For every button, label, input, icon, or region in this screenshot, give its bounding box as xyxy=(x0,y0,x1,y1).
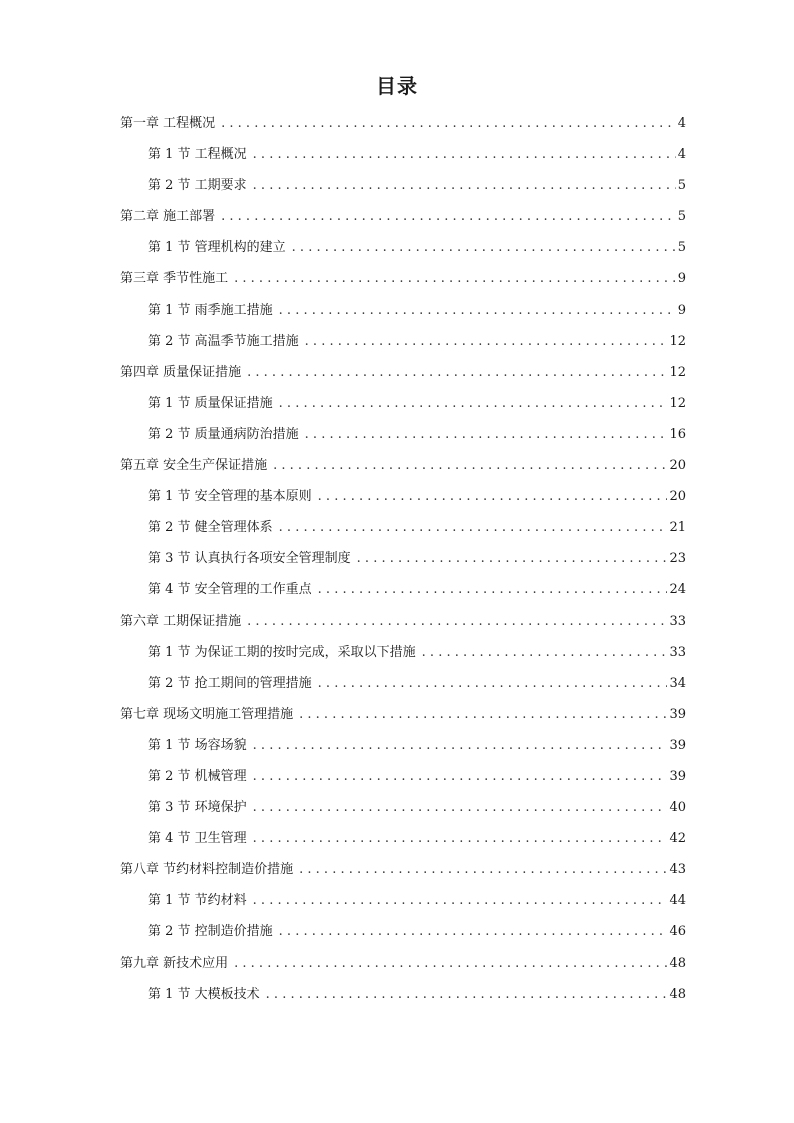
toc-dot-leader xyxy=(221,201,676,232)
toc-dot-leader xyxy=(279,295,676,326)
toc-entry-section[interactable] xyxy=(120,419,686,450)
toc-entry-label: 第 4 节 卫生管理 xyxy=(148,831,247,847)
toc-entry-section[interactable] xyxy=(120,543,686,574)
toc-entry-section[interactable] xyxy=(120,170,686,201)
toc-entry-label: 第七章 现场文明施工管理措施 xyxy=(120,706,294,722)
table-of-contents xyxy=(120,108,686,1010)
toc-entry-page-number: 12 xyxy=(669,364,686,380)
toc-entry-chapter[interactable] xyxy=(120,699,686,730)
toc-entry-section[interactable] xyxy=(120,761,686,792)
toc-entry-label: 第八章 节约材料控制造价措施 xyxy=(120,862,294,878)
toc-entry-section[interactable] xyxy=(120,512,686,543)
toc-entry-label: 第 1 节 管理机构的建立 xyxy=(148,240,286,256)
toc-dot-leader xyxy=(279,388,668,419)
toc-entry-label: 第 1 节 安全管理的基本原则 xyxy=(148,489,312,505)
toc-entry-page-number: 21 xyxy=(669,520,686,536)
toc-entry-chapter[interactable] xyxy=(120,606,686,637)
toc-entry-label: 第 2 节 工期要求 xyxy=(148,178,247,194)
toc-entry-page-number: 23 xyxy=(669,551,686,567)
toc-dot-leader xyxy=(247,606,667,637)
toc-entry-label: 第 1 节 为保证工期的按时完成，采取以下措施 xyxy=(148,644,416,660)
toc-entry-label: 第 4 节 安全管理的工作重点 xyxy=(148,582,312,598)
toc-entry-label: 第二章 施工部署 xyxy=(120,209,216,225)
toc-dot-leader xyxy=(273,450,667,481)
toc-entry-page-number: 5 xyxy=(677,178,686,194)
toc-dot-leader xyxy=(234,948,667,979)
toc-entry-label: 第 2 节 高温季节施工措施 xyxy=(148,333,299,349)
toc-entry-section[interactable] xyxy=(120,326,686,357)
toc-entry-page-number: 33 xyxy=(669,613,686,629)
toc-entry-label: 第 1 节 质量保证措施 xyxy=(148,395,273,411)
toc-dot-leader xyxy=(305,419,668,450)
toc-entry-page-number: 16 xyxy=(669,426,686,442)
toc-entry-label: 第 1 节 节约材料 xyxy=(148,893,247,909)
toc-entry-section[interactable] xyxy=(120,916,686,947)
toc-dot-leader xyxy=(279,512,668,543)
toc-dot-leader xyxy=(253,885,668,916)
toc-entry-page-number: 20 xyxy=(669,458,686,474)
toc-entry-section[interactable] xyxy=(120,637,686,668)
toc-entry-page-number: 39 xyxy=(669,768,686,784)
toc-entry-section[interactable] xyxy=(120,574,686,605)
toc-entry-page-number: 39 xyxy=(669,737,686,753)
toc-entry-page-number: 5 xyxy=(677,209,686,225)
toc-entry-label: 第三章 季节性施工 xyxy=(120,271,229,287)
toc-entry-page-number: 33 xyxy=(669,644,686,660)
toc-entry-page-number: 44 xyxy=(669,893,686,909)
toc-entry-section[interactable] xyxy=(120,730,686,761)
toc-dot-leader xyxy=(253,730,668,761)
toc-entry-page-number: 4 xyxy=(677,116,686,131)
toc-entry-page-number: 5 xyxy=(677,240,686,256)
toc-dot-leader xyxy=(318,481,668,512)
toc-entry-page-number: 48 xyxy=(669,986,686,1002)
toc-entry-label: 第 2 节 健全管理体系 xyxy=(148,520,273,536)
toc-entry-section[interactable] xyxy=(120,668,686,699)
toc-entry-label: 第 2 节 控制造价措施 xyxy=(148,924,273,940)
toc-entry-section[interactable] xyxy=(120,481,686,512)
toc-dot-leader xyxy=(318,574,668,605)
toc-entry-section[interactable] xyxy=(120,388,686,419)
toc-entry-label: 第 1 节 大模板技术 xyxy=(148,986,260,1002)
toc-entry-page-number: 34 xyxy=(669,675,686,691)
toc-dot-leader xyxy=(253,761,668,792)
toc-entry-chapter[interactable] xyxy=(120,108,686,139)
toc-entry-page-number: 39 xyxy=(669,706,686,722)
toc-entry-page-number: 9 xyxy=(677,302,686,318)
toc-entry-page-number: 12 xyxy=(669,333,686,349)
toc-dot-leader xyxy=(292,232,676,263)
toc-dot-leader xyxy=(299,699,667,730)
toc-entry-label: 第 3 节 环境保护 xyxy=(148,800,247,816)
toc-entry-label: 第 1 节 雨季施工措施 xyxy=(148,302,273,318)
toc-entry-chapter[interactable] xyxy=(120,263,686,294)
toc-entry-label: 第一章 工程概况 xyxy=(120,116,216,131)
toc-entry-section[interactable] xyxy=(120,139,686,170)
toc-dot-leader xyxy=(253,139,676,170)
toc-entry-label: 第 1 节 工程概况 xyxy=(148,147,247,163)
toc-entry-section[interactable] xyxy=(120,979,686,1010)
toc-entry-label: 第六章 工期保证措施 xyxy=(120,613,242,629)
toc-entry-chapter[interactable] xyxy=(120,948,686,979)
toc-entry-chapter[interactable] xyxy=(120,450,686,481)
toc-entry-chapter[interactable] xyxy=(120,201,686,232)
toc-entry-chapter[interactable] xyxy=(120,357,686,388)
toc-dot-leader xyxy=(266,979,668,1010)
page-title: 目录 xyxy=(376,74,418,98)
toc-entry-page-number: 24 xyxy=(669,582,686,598)
toc-entry-section[interactable] xyxy=(120,295,686,326)
toc-entry-page-number: 48 xyxy=(669,955,686,971)
toc-entry-chapter[interactable] xyxy=(120,854,686,885)
toc-entry-label: 第 2 节 机械管理 xyxy=(148,768,247,784)
toc-dot-leader xyxy=(253,792,668,823)
toc-dot-leader xyxy=(253,170,676,201)
toc-entry-page-number: 4 xyxy=(677,147,686,163)
toc-dot-leader xyxy=(318,668,668,699)
toc-entry-page-number: 43 xyxy=(669,862,686,878)
toc-dot-leader xyxy=(234,263,676,294)
toc-dot-leader xyxy=(279,916,668,947)
toc-entry-section[interactable] xyxy=(120,885,686,916)
toc-entry-page-number: 12 xyxy=(669,395,686,411)
toc-entry-page-number: 46 xyxy=(669,924,686,940)
toc-entry-label: 第九章 新技术应用 xyxy=(120,955,229,971)
toc-dot-leader xyxy=(305,326,668,357)
toc-entry-section[interactable] xyxy=(120,792,686,823)
toc-entry-page-number: 9 xyxy=(677,271,686,287)
toc-entry-page-number: 40 xyxy=(669,800,686,816)
toc-entry-label: 第四章 质量保证措施 xyxy=(120,364,242,380)
toc-entry-label: 第五章 安全生产保证措施 xyxy=(120,458,268,474)
toc-entry-page-number: 20 xyxy=(669,489,686,505)
toc-dot-leader xyxy=(357,543,668,574)
toc-dot-leader xyxy=(299,854,667,885)
toc-entry-section[interactable] xyxy=(120,823,686,854)
toc-entry-page-number: 42 xyxy=(669,831,686,847)
toc-entry-label: 第 2 节 质量通病防治措施 xyxy=(148,426,299,442)
toc-dot-leader xyxy=(422,637,668,668)
toc-entry-label: 第 3 节 认真执行各项安全管理制度 xyxy=(148,551,351,567)
toc-dot-leader xyxy=(247,357,667,388)
toc-entry-section[interactable] xyxy=(120,232,686,263)
toc-dot-leader xyxy=(253,823,668,854)
toc-entry-label: 第 1 节 场容场貌 xyxy=(148,737,247,753)
toc-entry-label: 第 2 节 抢工期间的管理措施 xyxy=(148,675,312,691)
toc-dot-leader xyxy=(221,108,676,139)
